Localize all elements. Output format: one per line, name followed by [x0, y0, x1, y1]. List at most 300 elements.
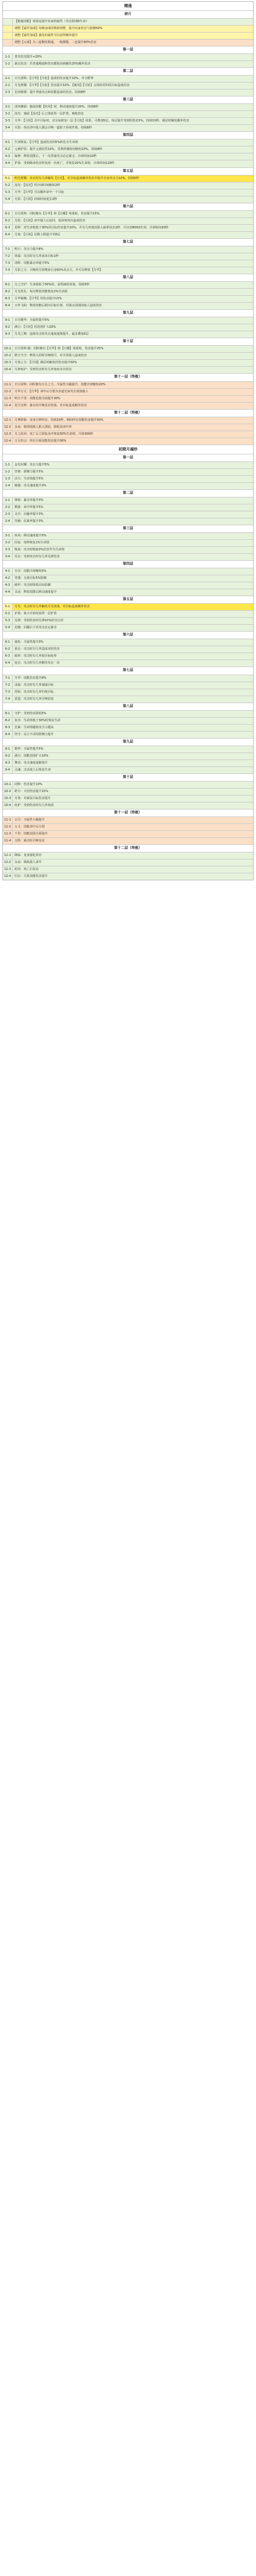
skill-description: 满月：技能范围扩大10% — [15, 754, 49, 758]
skill-row — [3, 360, 253, 367]
section-header-row — [3, 525, 253, 533]
skill-id: 3-2 — [3, 540, 13, 546]
skill-description: 反击：受到攻击时有几率反弹伤害 — [15, 554, 60, 558]
section-header-row — [3, 46, 253, 54]
skill-description: 日月同辉·极：同时拥有【月华】和【日耀】效果时，伤害提升25% — [15, 347, 104, 351]
skill-row — [3, 696, 253, 703]
skill-description: 锋锐：暴击率提升3% — [15, 498, 44, 502]
skill-row — [3, 76, 253, 83]
skill-description: 月蚀之力：【月蚀】满层时触发的伤害提升50% — [15, 361, 77, 365]
skill-id — [3, 40, 13, 46]
skill-description: 星河璀璨：提升普通攻击和技能造成的伤害，持续8秒 — [15, 91, 86, 95]
skill-row — [3, 403, 253, 410]
skill-id: 3-3 — [3, 118, 13, 124]
section-header-row — [3, 809, 253, 817]
skill-row — [3, 753, 253, 760]
skill-id: 9-1 — [3, 317, 13, 324]
skill-id: 8-2 — [3, 718, 13, 724]
skill-id: 4-1 — [3, 568, 13, 575]
skill-id: 11-3 — [3, 396, 13, 402]
skill-row — [3, 246, 253, 253]
skill-row — [3, 483, 253, 490]
skill-row — [3, 367, 253, 374]
skill-id: 4-3 — [3, 582, 13, 589]
section-header-row — [3, 132, 253, 139]
skill-row — [3, 817, 253, 824]
skill-id: 12-2 — [3, 424, 13, 431]
skill-description: 星辉：对生命值低于30%的目标伤害提升20%，并有几率使其陷入眩晕状态2秒，可以对BOSS生效，冷却时间30秒 — [15, 225, 168, 230]
skill-row — [3, 189, 253, 196]
skill-row — [3, 353, 253, 360]
skill-row — [3, 582, 253, 589]
section-header: 第十一层（终极） — [114, 811, 142, 815]
skill-description: 月光之舞：连续攻击时攻击速度逐渐提升，最多叠加5层 — [15, 332, 89, 336]
table-title-row — [3, 2, 253, 11]
skill-description: 烈焰：攻击时有几率灼烧目标 — [15, 690, 54, 694]
skill-id: 7-2 — [3, 253, 13, 260]
skill-row — [3, 802, 253, 809]
skill-id: 3-2 — [3, 111, 13, 117]
skill-description: 【精通技能】效果是提升玩家的属性（攻击/防御/生命） — [15, 19, 89, 23]
skill-id: 2-3 — [3, 511, 13, 518]
skill-description: 迅捷：闪避后下次攻击必定暴击 — [15, 626, 57, 630]
skill-description: 月光：攻击时有几率触发月光效果，对目标造成额外伤害 — [13, 604, 253, 610]
skill-row — [3, 33, 253, 40]
skill-row — [3, 547, 253, 554]
skill-row — [3, 469, 253, 476]
skill-id: 7-4 — [3, 696, 13, 703]
skill-description: 日月同辉：同时拥有日月之力，全属性大幅提升，技能冷却缩短20% — [15, 382, 106, 386]
section-header-row — [3, 274, 253, 282]
skill-description: 疾风：移动速度提升5% — [15, 533, 46, 538]
skill-description: 回复：每秒恢复1%生命值 — [15, 540, 50, 544]
skill-id: 2-1 — [3, 76, 13, 82]
section-header-row — [3, 774, 253, 782]
skill-table — [2, 1, 254, 880]
section-header-row — [3, 410, 253, 417]
skill-description: 连击：攻击时有几率额外攻击一次 — [15, 661, 60, 665]
skill-id: 12-2 — [3, 859, 13, 866]
section-header-row — [3, 703, 253, 711]
skill-row — [3, 19, 253, 26]
section-header-row — [3, 203, 253, 211]
section-header: 第十层 — [122, 339, 134, 344]
skill-description: 护盾：战斗开始时获得一层护盾 — [15, 612, 57, 616]
skill-description: 轮回：死亡后复活 — [15, 868, 39, 872]
skill-description: 穿透：无视目标5%防御 — [15, 576, 46, 581]
skill-id: 7-3 — [3, 689, 13, 696]
section-header-row — [3, 454, 253, 462]
skill-row — [3, 232, 253, 239]
skill-description: 凝神：释放技能后，下一次普通攻击必定暴击，冷却时间10秒 — [15, 155, 97, 159]
skill-row — [3, 718, 253, 725]
skill-description: 敏捷：攻击速度提升3% — [15, 483, 46, 488]
skill-id: 3-3 — [3, 547, 13, 553]
skill-id: 1-2 — [3, 469, 13, 475]
skill-id: 4-2 — [3, 146, 13, 153]
skill-id: 3-4 — [3, 554, 13, 560]
skill-id: 8-4 — [3, 732, 13, 738]
section-header: 第十二层（终极） — [114, 410, 142, 415]
skill-id: 4-3 — [3, 153, 13, 160]
skill-row — [3, 89, 253, 96]
skill-description: 清风拂面：施展技能【疾风】时，移动速度提升20%，持续8秒 — [15, 105, 99, 109]
skill-id: 9-2 — [3, 753, 13, 759]
skill-description: 精准：命中率提升5% — [15, 505, 44, 509]
skill-id: 12-4 — [3, 438, 13, 445]
section-header: 第十一层（终极） — [114, 375, 142, 379]
section-header: 第九层 — [122, 311, 134, 316]
skill-description: 月华：【月轮】击中目标时，对目标附加一层【月蚀】效果，可叠加5层，每层提升受到的伤害5%，持续10秒，满层时触发额外伤害 — [15, 119, 189, 123]
section-header: 第六层 — [122, 204, 134, 209]
skill-row — [3, 153, 253, 160]
skill-row — [3, 625, 253, 632]
skill-description: 天外飞仙：释放技能后跃向目标位置，对落点周围的敌人造成伤害 — [15, 304, 102, 308]
section-header-row — [3, 739, 253, 746]
section-header: 第六层 — [122, 633, 134, 637]
skill-id: 11-1 — [3, 382, 13, 388]
skill-row — [3, 476, 253, 483]
skill-description: 月华万丈：【月华】命中后分裂为多道光束攻击周围敌人 — [15, 389, 89, 393]
skill-row — [3, 125, 253, 132]
skill-description: 皓月当空：释放大招时召唤明月，对全屏敌人造成伤害 — [15, 354, 87, 358]
skill-description: 月影：【月影】持续时间延长2秒 — [15, 197, 57, 201]
skill-row — [3, 660, 253, 667]
skill-row — [3, 689, 253, 696]
skill-row — [3, 118, 253, 125]
section-header: 第八层 — [122, 275, 134, 280]
skill-id: 10-3 — [3, 796, 13, 802]
skill-id: 6-2 — [3, 646, 13, 653]
skill-row — [3, 225, 253, 232]
skill-row — [3, 782, 253, 789]
skill-row — [3, 618, 253, 625]
section-header-row — [3, 96, 253, 104]
skill-row — [3, 711, 253, 718]
skill-id — [3, 19, 13, 25]
skill-description: 月影：每次命中敌人都会召唤一道影子协同作战，持续6秒 — [15, 126, 92, 130]
skill-description: 月蚀：对减益目标伤害提升 — [15, 797, 51, 801]
skill-id: 7-1 — [3, 246, 13, 253]
skill-row — [3, 873, 253, 880]
skill-row — [3, 324, 253, 331]
skill-id: 1-1 — [3, 54, 13, 60]
skill-row — [3, 382, 253, 389]
skill-row — [3, 303, 253, 310]
skill-description: 冰霜：攻击时有几率减速目标 — [15, 683, 54, 687]
skill-row — [3, 61, 253, 68]
skill-row — [3, 611, 253, 618]
skill-description: 月蚀：【月蚀】层数上限提升至8层 — [15, 232, 60, 237]
part2-title-row — [3, 445, 253, 454]
skill-description: 月华：【月华】可以额外命中一个目标 — [15, 190, 64, 194]
skill-id: 6-1 — [3, 211, 13, 217]
skill-id: 11-2 — [3, 824, 13, 830]
skill-id: 3-4 — [3, 125, 13, 131]
skill-id: 9-1 — [3, 746, 13, 753]
section-header-row — [3, 667, 253, 675]
skill-id: 10-2 — [3, 353, 13, 359]
section-header-row — [3, 239, 253, 246]
section-header: 第七层 — [122, 668, 134, 673]
skill-description: 日月：全属性大幅提升 — [15, 818, 45, 822]
skill-id: 11-3 — [3, 831, 13, 837]
skill-description: 雷霆：攻击时有几率召唤雷电 — [15, 697, 54, 701]
skill-row — [3, 789, 253, 796]
skill-description: 灵动：释放技能后移动速度提升 — [15, 590, 57, 594]
skill-id: 8-4 — [3, 303, 13, 309]
skill-row — [3, 540, 253, 547]
skill-description: 月神庇护：受到伤害时有几率免疫本次伤害 — [15, 368, 72, 372]
skill-row — [3, 260, 253, 267]
section-header-row — [3, 374, 253, 381]
skill-id: 1-2 — [3, 61, 13, 67]
skill-id: 7-1 — [3, 675, 13, 682]
skill-id: 7-2 — [3, 682, 13, 689]
skill-description: 护体：受到致命伤害时免疫一次死亡，并恢复20%生命值，冷却时间120秒 — [15, 162, 114, 166]
section-header: 第七层 — [122, 239, 134, 244]
skill-description: 月轮：【月轮】命中敌人后返回，返回时再次造成伤害 — [15, 218, 85, 223]
skill-id — [3, 33, 13, 39]
skill-description: 流光：施展【流光】后立即获得一层护盾，吸收伤害 — [15, 112, 84, 116]
skill-id: 2-1 — [3, 497, 13, 504]
skill-description: 灵巧：闪避率提升3% — [15, 512, 44, 516]
skill-id: 12-4 — [3, 873, 13, 880]
skill-description: 月华凝聚：【月华】的伤害提升15% — [15, 297, 62, 301]
skill-description: 万月归宗：所有月系技能伤害提升30% — [15, 439, 67, 443]
skill-row — [3, 554, 253, 561]
section-header: 第三层 — [122, 98, 134, 102]
skill-row — [3, 438, 253, 445]
skill-id: 6-3 — [3, 653, 13, 660]
section-header-row — [3, 561, 253, 568]
skill-description: 月光照耀：【月华】【月轮】伤害提升10%，【使用】【月轮】会同时对四周目标造成伤害 — [15, 84, 130, 88]
skill-row — [3, 40, 253, 46]
skill-id: 12-3 — [3, 431, 13, 438]
skill-id: 10-3 — [3, 360, 13, 366]
skill-description: 复苏：生命值低于30%时恢复生命 — [15, 718, 60, 722]
skill-description: 调整【元素】为三连顺发精通，一般都能，二连提升80%伤害 — [15, 40, 97, 44]
skill-id: 8-2 — [3, 289, 13, 295]
section-header: 第五层 — [122, 169, 134, 173]
skill-row — [3, 296, 253, 303]
skill-row — [3, 866, 253, 873]
skill-row — [3, 417, 253, 424]
skill-description: 明月：攻击力提升8% — [15, 247, 44, 251]
skill-row — [3, 139, 253, 146]
skill-row — [3, 431, 253, 438]
skill-id: 5-3 — [3, 189, 13, 196]
skill-id: 2-3 — [3, 89, 13, 96]
skill-description: 重击：攻击时有几率造成双倍伤害 — [15, 647, 60, 651]
skill-id: 8-3 — [3, 725, 13, 731]
skill-id: 1-3 — [3, 476, 13, 482]
skill-id: 5-4 — [3, 625, 13, 631]
skill-row — [3, 504, 253, 511]
skill-row — [3, 725, 253, 732]
skill-id: 9-2 — [3, 324, 13, 331]
skill-id: 2-2 — [3, 83, 13, 89]
section-header: 第二层 — [122, 69, 134, 74]
section-header-row — [3, 596, 253, 604]
skill-row — [3, 331, 253, 338]
skill-description: 月之轮回：死亡后立即复活并恢复50%生命值，冷却300秒 — [15, 432, 93, 436]
skill-description: 反弹：受到伤害时反弹10%给攻击者 — [15, 619, 64, 623]
skill-description: 元素护佑：提升元素抗性10%，受到控制时间缩短20%，持续8秒 — [15, 148, 102, 152]
skill-id: 1-1 — [3, 462, 13, 468]
skill-id: 11-4 — [3, 838, 13, 844]
skill-id: 4-4 — [3, 160, 13, 167]
skill-id: 6-1 — [3, 639, 13, 646]
skill-description: 满月：【月轮】的范围扩大20% — [15, 325, 56, 329]
skill-id: 5-2 — [3, 611, 13, 617]
skill-description: 千里：技能范围全面提升 — [15, 832, 48, 836]
section-header: 第四层 — [122, 133, 134, 138]
skill-row — [3, 646, 253, 653]
skill-row — [3, 760, 253, 767]
skill-row — [3, 838, 253, 845]
skill-id: 5-1 — [3, 175, 13, 182]
skill-id: 9-3 — [3, 331, 13, 338]
skill-description: 清辉：技能暴击率提升5% — [15, 261, 50, 265]
skill-id: 7-3 — [3, 260, 13, 267]
section-header-row — [3, 490, 253, 497]
skill-row — [3, 182, 253, 189]
skill-description: 灵魂：击杀敌人后恢复生命 — [15, 768, 51, 772]
skill-row — [3, 682, 253, 689]
skill-description: 月神降临：变身月神形态，持续15秒，期间所有技能伤害提升50% — [15, 418, 104, 422]
skill-description: 星月交辉：暴击时召唤星辰坠落，对目标造成额外伤害 — [15, 403, 87, 407]
skill-id: 11-2 — [3, 389, 13, 395]
skill-row — [3, 533, 253, 540]
skill-row — [3, 196, 253, 203]
section-header: 第一层 — [122, 47, 134, 52]
skill-id: 10-1 — [3, 346, 13, 352]
skill-id: 1-4 — [3, 483, 13, 489]
skill-description: 专注：技能冷却缩短5% — [15, 569, 46, 574]
skill-id: 6-4 — [3, 232, 13, 238]
skill-description: 月华：技能伤害提升8% — [15, 676, 46, 680]
skill-row — [3, 104, 253, 111]
skill-description: 精华：全属性提升5% — [15, 747, 44, 751]
section-header-row — [3, 845, 253, 852]
skill-description: 坚韧：防御力提升5% — [15, 470, 44, 474]
skill-row — [3, 518, 253, 525]
skill-description: 交辉：暴击时召唤星辰 — [15, 839, 45, 843]
section-header: 第四层 — [122, 561, 134, 566]
skill-row — [3, 175, 253, 182]
skill-row — [3, 267, 253, 274]
skill-row — [3, 26, 253, 33]
skill-id — [3, 26, 13, 32]
skill-description: 明光照耀：攻击时有几率触发【月光】，对目标造成额外伤害并提升自身攻击力10%，持续5秒 — [13, 175, 253, 182]
skill-description: 月之守护：生命值低于50%时，获得减伤效果，持续5秒 — [15, 283, 89, 287]
skill-row — [3, 218, 253, 225]
skill-description: 吸血：攻击时吸取3%伤害作为生命值 — [15, 547, 65, 551]
skill-id: 12-1 — [3, 417, 13, 424]
skill-description: 活力：生命值提升5% — [15, 476, 44, 481]
skill-id: 7-4 — [3, 267, 13, 274]
skill-id: 11-1 — [3, 817, 13, 823]
section-header-row — [3, 338, 253, 346]
skill-id: 10-2 — [3, 789, 13, 795]
section-header-row — [3, 68, 253, 76]
skill-id: 8-3 — [3, 296, 13, 302]
skill-description: 永夜：降低敌人命中 — [15, 861, 42, 865]
skill-row — [3, 497, 253, 504]
skill-id: 4-4 — [3, 589, 13, 596]
skill-row — [3, 160, 253, 167]
skill-row — [3, 346, 253, 353]
skill-row — [3, 146, 253, 153]
skill-row — [3, 211, 253, 218]
skill-id: 2-2 — [3, 504, 13, 511]
skill-description: 归宗：月系技能伤害提升 — [15, 875, 48, 879]
skill-description: 金光闪耀：攻击力提升5% — [15, 463, 50, 467]
skill-id: 5-3 — [3, 618, 13, 624]
skill-id: 10-4 — [3, 367, 13, 373]
skill-row — [3, 796, 253, 802]
skill-id: 5-2 — [3, 182, 13, 189]
skill-description: 日月精华：全属性提升5% — [15, 318, 50, 323]
skill-id: 12-1 — [3, 852, 13, 859]
skill-row — [3, 639, 253, 646]
skill-id: 3-1 — [3, 533, 13, 539]
section-header: 第三层 — [122, 526, 134, 531]
skill-row — [3, 575, 253, 582]
skill-description: 万丈：技能命中后分裂 — [15, 825, 45, 829]
skill-row — [3, 462, 253, 469]
skill-row — [3, 589, 253, 596]
skill-description: 永夜：使周围敌人陷入黑暗，降低其命中率 — [15, 425, 72, 429]
skill-description: 庇护：受到伤害时有几率免疫 — [15, 804, 54, 808]
skill-id: 6-3 — [3, 225, 13, 231]
skill-row — [3, 831, 253, 838]
skill-row — [3, 675, 253, 682]
skill-description: 强化：全属性提升3% — [15, 640, 44, 644]
skill-row — [3, 852, 253, 859]
skill-description: 生命恢复：【月华】造成伤害的5%转化为生命值 — [15, 141, 78, 145]
skill-description: 破甲：攻击时降低目标防御 — [15, 583, 51, 587]
skill-row — [3, 289, 253, 296]
skill-description: 舞动：攻击速度逐渐提升 — [15, 761, 48, 765]
skill-id: 12-3 — [3, 866, 13, 873]
skill-description: 暴击伤害：若普通精通和伤害都较高则触发20%额外伤害 — [15, 62, 91, 66]
skill-row — [3, 859, 253, 866]
skill-row — [3, 746, 253, 753]
skill-row — [3, 54, 253, 61]
skill-id: 5-4 — [3, 196, 13, 203]
section-header: 第二层 — [122, 490, 134, 495]
skill-row — [3, 282, 253, 289]
skill-id: 2-4 — [3, 518, 13, 525]
skill-id: 8-1 — [3, 711, 13, 717]
table-title: 精通 — [124, 3, 132, 8]
skill-id: 6-2 — [3, 218, 13, 224]
skill-row — [3, 253, 253, 260]
section-header: 第十层 — [122, 775, 134, 779]
skill-id: 5-1 — [3, 604, 13, 610]
skill-id: 9-4 — [3, 767, 13, 773]
skill-id: 8-1 — [3, 282, 13, 288]
skill-description: 调整【属性加成】强化的属性可以获得额外提升 — [15, 33, 78, 37]
skill-description: 降临：变身强化形态 — [15, 854, 42, 858]
skill-description: 普攻伤害提升+20% — [15, 55, 42, 59]
skill-description: 皓月：大招伤害提升15% — [15, 790, 49, 794]
skill-row — [3, 396, 253, 403]
section-header-row — [3, 168, 253, 175]
skill-row — [3, 424, 253, 431]
